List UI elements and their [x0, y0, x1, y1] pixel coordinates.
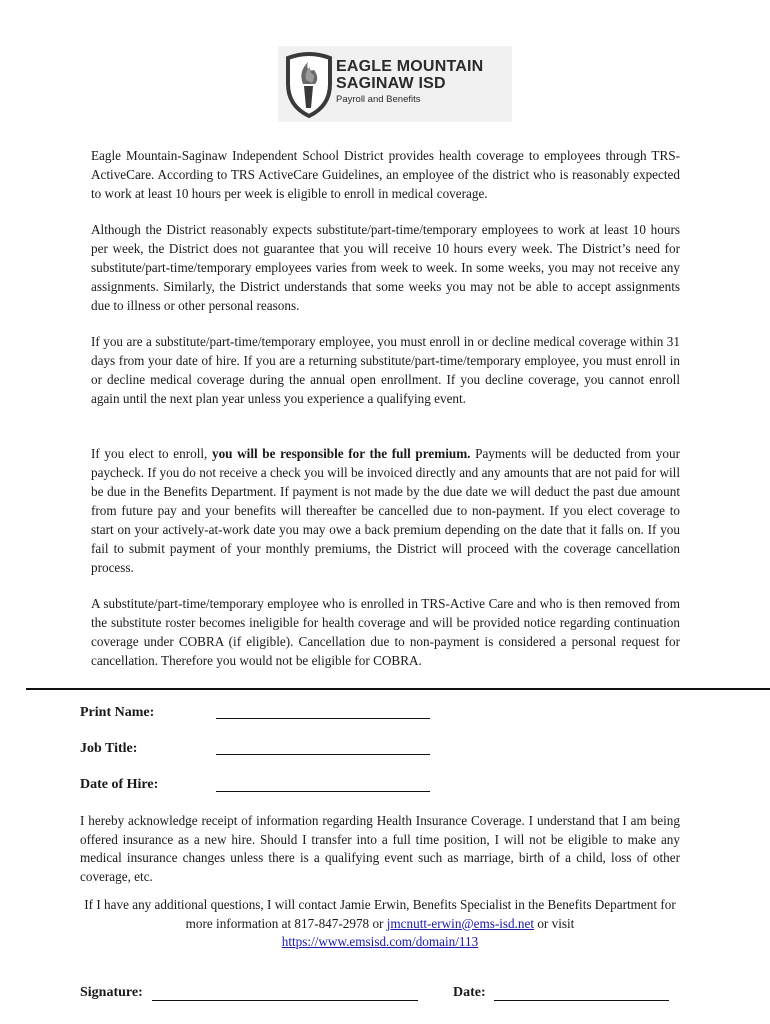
paragraph-coverage-intro: Eagle Mountain-Saginaw Independent School District provides health coverage to employees through TRS-ActiveCare. According to TRS ActiveCare Guidelines, an employee of the district who is reasonably expected to work at least 10 hours per week is eligible to enroll in medical coverage.	[91, 148, 680, 201]
shield-torch-icon	[284, 50, 334, 118]
signature-field[interactable]	[152, 1000, 418, 1001]
premium-bold-text: you will be responsible for the full premium.	[211, 446, 471, 461]
premium-intro-text: If you elect to enroll,	[91, 446, 212, 461]
email-link[interactable]: jmcnutt-erwin@ems-isd.net	[386, 915, 535, 931]
paragraph-enrollment-window: If you are a substitute/part-time/temporary employee, you must enroll in or decline medical coverage within 31 days from your date of hire. If you are a returning substitute/part-time/temporary employee, you must enroll in or decline medical coverage during the annual open enrollment. If you decline coverage, you cannot enroll again until the next plan year unless you experience a qualifying event.	[91, 334, 680, 406]
paragraph-premium-responsibility	[91, 444, 680, 577]
section-divider	[26, 688, 770, 690]
logo-title-line2: SAGINAW ISD	[336, 75, 446, 92]
paragraph-hours-guarantee: Although the District reasonably expects substitute/part-time/temporary employees to work at least 10 hours per week, the District does not guarantee that you will receive 10 hours every week. The District’s need for substitute/part-time/temporary employees varies from week to week. In some weeks, you may not receive any assignments. Similarly, the District understands that some weeks you may not be able to accept assignments due to illness or other personal reasons.	[91, 222, 680, 313]
logo-subtitle: Payroll and Benefits	[336, 94, 421, 105]
website-link[interactable]: https://www.emsisd.com/domain/113	[281, 934, 479, 949]
date-label: Date:	[453, 985, 486, 1000]
date-of-hire-field[interactable]	[216, 791, 430, 792]
paragraph-cobra: A substitute/part-time/temporary employee who is enrolled in TRS-Active Care and who is then removed from the substitute roster becomes ineligible for health coverage and will be provided notice regarding continuation coverage under COBRA (if eligible). Cancellation due to non-payment is considered a personal request for cancellation. Therefore you would not be eligible for COBRA.	[91, 596, 680, 668]
contact-info	[80, 896, 680, 952]
print-name-field[interactable]	[216, 718, 430, 719]
print-name-label: Print Name:	[80, 705, 155, 720]
logo-title-line1: EAGLE MOUNTAIN	[336, 58, 484, 75]
job-title-label: Job Title:	[80, 741, 138, 756]
job-title-field[interactable]	[216, 754, 430, 755]
acknowledgement-text: I hereby acknowledge receipt of information regarding Health Insurance Coverage. I understand that I am being offered insurance as a new hire. Should I transfer into a full time position, I will not be eligible to make any medical insurance changes unless there is a qualifying event such as marriage, birth of a child, loss of other coverage, etc.	[80, 813, 680, 884]
signature-label: Signature:	[80, 985, 143, 1000]
premium-details-text: Payments will be deducted from your paycheck. If you do not receive a check you will be invoiced directly and any amounts that are not paid for will be due in the Benefits Department. If payment is not made by the due date we will deduct the past due amount from future pay and your benefits will thereafter be cancelled due to non-payment. If you elect coverage to start on your actively-at-work date you may owe a back premium depending on the date that it falls on. If you fail to submit payment of your monthly premiums, the District will proceed with the coverage cancellation process.	[91, 446, 680, 575]
signature-date-field[interactable]	[494, 1000, 669, 1001]
date-of-hire-label: Date of Hire:	[80, 777, 159, 792]
district-logo	[278, 46, 512, 122]
contact-text-start: If I have any additional questions, I will contact Jamie Erwin, Benefits Specialist in the Benefits Department for more information at 817-847-2978 or	[84, 897, 676, 931]
contact-text-middle: or visit	[534, 915, 575, 931]
